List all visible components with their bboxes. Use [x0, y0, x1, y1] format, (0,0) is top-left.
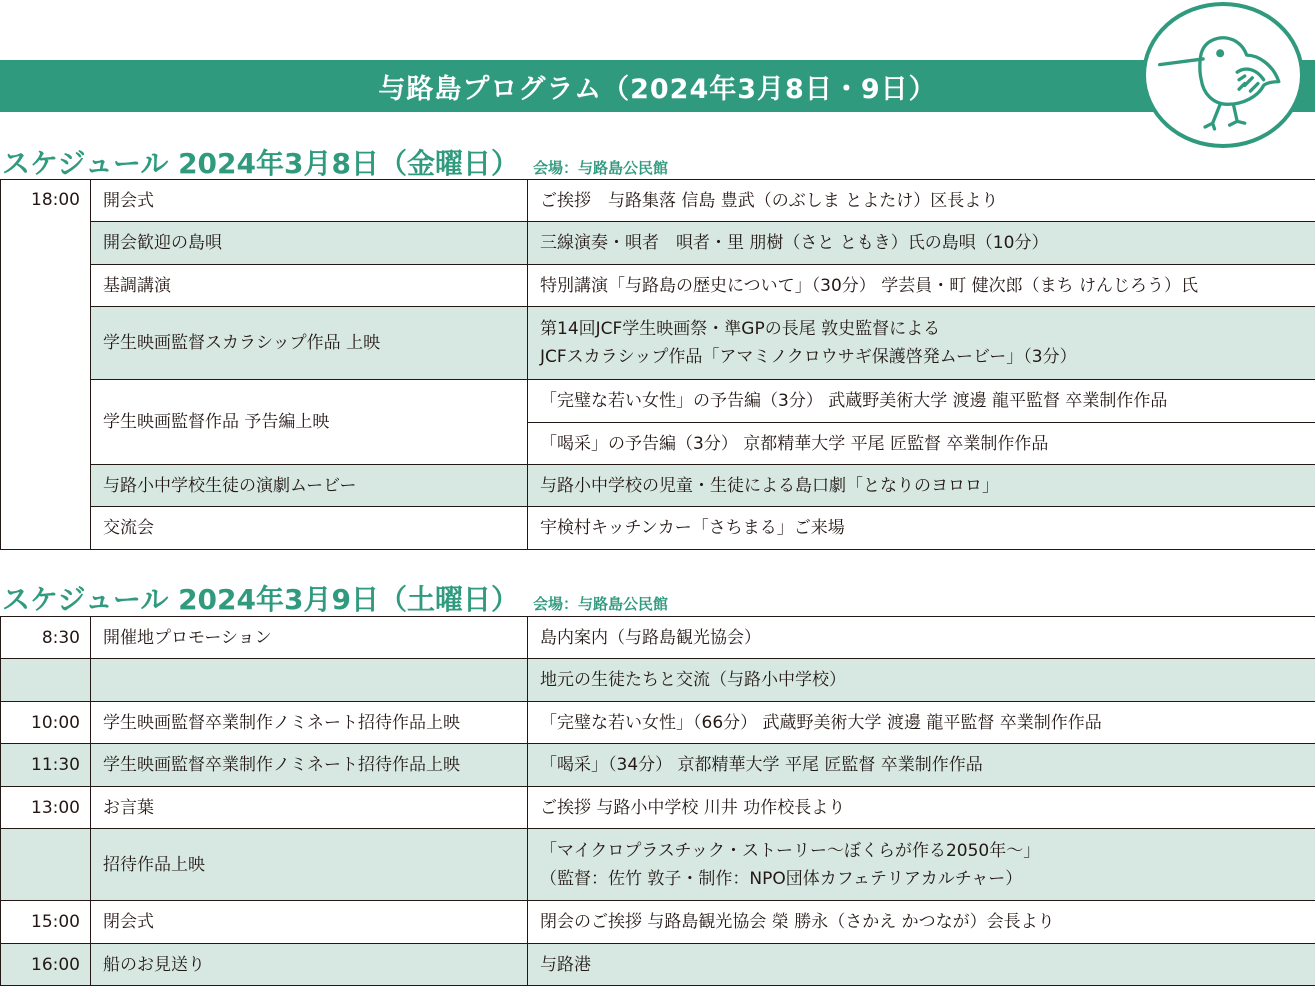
program-cell: 船のお見送り: [91, 944, 528, 986]
bird-badge: [1142, 2, 1304, 148]
table-row: [1, 787, 1315, 829]
day1-schedule-table: [0, 179, 1315, 550]
details-cell: [528, 829, 1315, 901]
details-cell: 「完璧な若い女性」（66分） 武蔵野美術大学 渡邊 龍平監督 卒業制作作品: [528, 702, 1315, 744]
details-cell: 島内案内（与路島観光協会）: [528, 617, 1315, 659]
details-cell: ご挨拶 与路集落 信島 豊武（のぶしま とよたけ）区長より: [528, 180, 1315, 222]
details-line: （監督：佐竹 敦子・制作：NPO団体カフェテリアカルチャー）: [540, 868, 1023, 889]
details-cell: 三線演奏・唄者 唄者・里 朋樹（さと ともき）氏の島唄（10分）: [528, 222, 1315, 265]
table-row: [1, 901, 1315, 944]
program-cell: 招待作品上映: [91, 829, 528, 901]
day1-venue: 会場：与路島公民館: [532, 159, 668, 177]
table-row: [1, 507, 1315, 550]
details-cell: 閉会のご挨拶 与路島観光協会 榮 勝永（さかえ かつなが）会長より: [528, 901, 1315, 944]
time-cell: 10:00: [1, 702, 91, 744]
time-cell: 8:30: [1, 617, 91, 659]
details-cell: 「完璧な若い女性」の予告編（3分） 武蔵野美術大学 渡邊 龍平監督 卒業制作作品: [528, 380, 1315, 423]
details-cell: 宇検村キッチンカー「さちまる」ご来場: [528, 507, 1315, 550]
table-row: [1, 222, 1315, 265]
program-cell: 学生映画監督スカラシップ作品 上映: [91, 307, 528, 380]
day1-time: 18:00: [1, 180, 91, 550]
program-cell: 交流会: [91, 507, 528, 550]
program-cell: 学生映画監督作品 予告編上映: [91, 380, 528, 465]
bird-icon: [1146, 6, 1300, 144]
details-cell: 「喝采」の予告編（3分） 京都精華大学 平尾 匠監督 卒業制作作品: [528, 423, 1315, 465]
table-row: [1, 944, 1315, 986]
table-row: [1, 180, 1315, 222]
time-cell: [1, 829, 91, 901]
table-row: [1, 265, 1315, 307]
table-row: [1, 617, 1315, 659]
details-cell: [528, 307, 1315, 380]
program-cell: 閉会式: [91, 901, 528, 944]
day2-venue: 会場：与路島公民館: [532, 595, 668, 613]
time-cell: 15:00: [1, 901, 91, 944]
table-row: [1, 659, 1315, 702]
program-cell: 与路小中学校生徒の演劇ムービー: [91, 465, 528, 507]
time-cell: [1, 659, 91, 702]
day2-heading-title: スケジュール 2024年3月9日（土曜日）: [2, 583, 519, 616]
day2-heading: [2, 578, 668, 614]
time-cell: 11:30: [1, 744, 91, 787]
program-cell: 学生映画監督卒業制作ノミネート招待作品上映: [91, 744, 528, 787]
details-cell: 与路港: [528, 944, 1315, 986]
details-cell: 特別講演「与路島の歴史について」（30分） 学芸員・町 健次郎（まち けんじろう）氏: [528, 265, 1315, 307]
table-row: [1, 702, 1315, 744]
day2-schedule-table: [0, 616, 1315, 986]
program-cell: 開催地プロモーション: [91, 617, 528, 659]
table-row: [1, 307, 1315, 380]
table-row: [1, 744, 1315, 787]
details-cell: ご挨拶 与路小中学校 川井 功作校長より: [528, 787, 1315, 829]
time-cell: 13:00: [1, 787, 91, 829]
program-cell: 学生映画監督卒業制作ノミネート招待作品上映: [91, 702, 528, 744]
program-cell: 開会式: [91, 180, 528, 222]
day1-heading-title: スケジュール 2024年3月8日（金曜日）: [2, 147, 519, 180]
details-cell: 「喝采」（34分） 京都精華大学 平尾 匠監督 卒業制作作品: [528, 744, 1315, 787]
details-cell: 地元の生徒たちと交流（与路小中学校）: [528, 659, 1315, 702]
time-cell: 16:00: [1, 944, 91, 986]
details-line: 第14回JCF学生映画祭・準GPの長尾 敦史監督による: [540, 319, 941, 339]
program-cell: お言葉: [91, 787, 528, 829]
program-cell: 基調講演: [91, 265, 528, 307]
details-line: JCFスカラシップ作品「アマミノクロウサギ保護啓発ムービー」（3分）: [540, 347, 1077, 367]
table-row: [1, 829, 1315, 901]
details-line: 「マイクロプラスチック・ストーリー～ぼくらが作る2050年～」: [540, 840, 1041, 861]
table-row: [1, 380, 1315, 423]
day1-heading: [2, 142, 668, 178]
program-cell: [91, 659, 528, 702]
program-title: 与路島プログラム（2024年3月8日・9日）: [378, 73, 937, 105]
table-row: [1, 465, 1315, 507]
program-cell: 開会歓迎の島唄: [91, 222, 528, 265]
details-cell: 与路小中学校の児童・生徒による島口劇「となりのヨロロ」: [528, 465, 1315, 507]
